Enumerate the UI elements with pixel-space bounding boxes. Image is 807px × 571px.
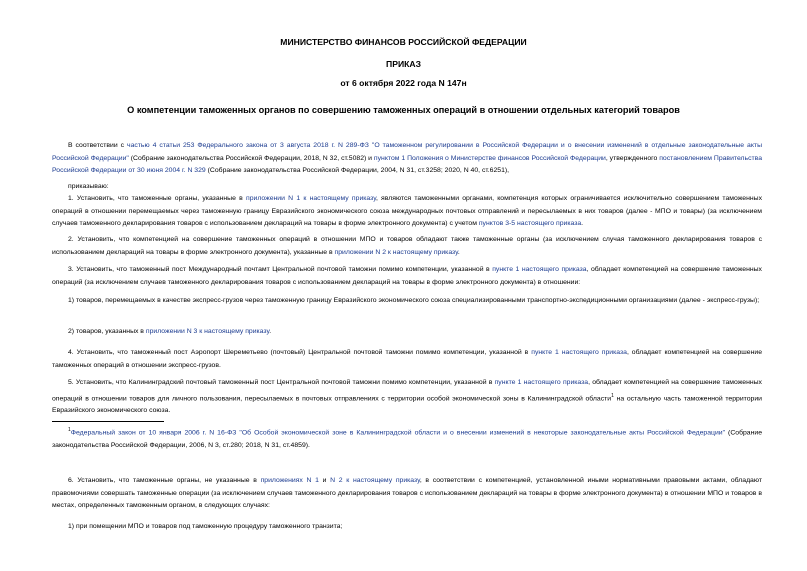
paragraph-text: , обладает компетенцией на совершение таможенных операций в отношении экспресс-грузов. bbox=[52, 349, 762, 369]
points-3-5-link[interactable]: пунктов 3-5 настоящего приказа bbox=[478, 220, 582, 227]
paragraph-text: , в соответствии с компетенцией, установленной иными нормативными правовыми актами, обладают правомочиями совершать таможенные операции (за исключением случаев таможенного декларирования товаров с использованием деклараций на товары в форме электронного документа) в отношении МПО и товаров в местах, определенных таможенным органом, в следующих случаях: bbox=[52, 477, 762, 509]
paragraph-2 bbox=[52, 234, 762, 259]
paragraph-text: на остальную часть таможенной территории Евразийского экономического союза. bbox=[52, 394, 762, 415]
paragraph-text: и bbox=[318, 477, 331, 484]
preamble-text: В соответствии с bbox=[68, 142, 127, 149]
paragraph-text: . bbox=[581, 220, 584, 227]
doc-date-number: от 6 октября 2022 года N 147н bbox=[340, 78, 467, 88]
paragraph-4 bbox=[52, 347, 762, 372]
law-16-link[interactable]: Федеральный закон от 10 января 2006 г. N 16-ФЗ "Об Особой экономической зоне в Калининградской области и о внесении изменений в некоторые законодательные акты Российской Федерации" bbox=[70, 429, 726, 437]
ministry-title: МИНИСТЕРСТВО ФИНАНСОВ РОССИЙСКОЙ ФЕДЕРАЦИИ bbox=[280, 37, 527, 47]
paragraph-text: , обладает компетенцией на совершение таможенных операций (за исключением случаев таможенного декларирования товаров с использованием деклараций на товары в форме электронного документа) в отношении: bbox=[52, 266, 762, 286]
paragraph-3-item-2 bbox=[52, 326, 762, 339]
paragraph-text: 6. Установить, что таможенные органы, не указанные в bbox=[68, 477, 261, 484]
paragraph-text: , обладает компетенцией на совершение таможенных операций в отношении товаров для личного пользования, пересылаемых в почтовых отправлениях с территории особой экономической зоны в Калининградской области bbox=[52, 379, 762, 402]
appendix-2-link[interactable]: приложении N 2 к настоящему приказу bbox=[334, 248, 458, 256]
paragraph-text: 2. Установить, что компетенцией на совершение таможенных операций в отношении МПО и товаров обладают также таможенные органы (за исключением случая таможенного декларирования товаров с использованием деклараций на товары в форме электронного документа), указанные в bbox=[52, 236, 762, 256]
preamble-paragraph bbox=[52, 140, 762, 178]
point-1-link[interactable]: пункте 1 настоящего приказа bbox=[531, 349, 627, 356]
footnote-mark: 1 bbox=[68, 427, 71, 433]
preamble-text: (Собрание законодательства Российской Федерации, 2018, N 32, ст.5082) и bbox=[128, 154, 374, 162]
footnote-1 bbox=[52, 424, 762, 452]
government-decree-link[interactable]: постановлением Правительства Российской Федерации от 30 июня 2004 г. N 329 bbox=[52, 154, 763, 174]
footnote-text: (Собрание законодательства Российской Федерации, 2006, N 3, ст.280; 2018, N 31, ст.4859). bbox=[52, 429, 763, 449]
prikazyvayu: приказываю: bbox=[68, 183, 109, 190]
paragraph-3 bbox=[52, 264, 762, 289]
paragraph-text: . bbox=[269, 328, 272, 335]
law-289-link[interactable]: частью 4 статьи 253 Федерального закона от 3 августа 2018 г. N 289-ФЗ "О таможенном регулировании в Российской Федерации и о внесении изменений в отдельные законодательные акты Российской Федерации" bbox=[52, 142, 762, 162]
minfin-regulation-link[interactable]: пунктом 1 Положения о Министерстве финансов Российской Федерации bbox=[373, 154, 606, 162]
paragraph-text: 5. Установить, что Калининградский почтовый таможенный пост Центральной почтовой таможни помимо компетенции, указанной в bbox=[68, 379, 495, 386]
paragraph-1 bbox=[52, 193, 762, 231]
paragraph-text: , являются таможенными органами, компетенция которых ограничивается исключительно совершением таможенных операций в отношении перемещаемых через таможенную границу Евразийского экономического союза международных почтовых отправлений и пересылаемых в них товаров (далее - МПО и товары) (за исключением случаев таможенного декларирования товаров с использованием деклараций на товары в форме электронного документа) с учетом bbox=[52, 195, 762, 227]
doc-type: ПРИКАЗ bbox=[386, 59, 421, 69]
preamble-text: (Собрание законодательства Российской Федерации, 2004, N 31, ст.3258; 2020, N 40, ст.6251), bbox=[205, 167, 510, 174]
paragraph-3-item-1: 1) товаров, перемещаемых в качестве экспресс-грузов через таможенную границу Евразийского экономического союза специализированными транспортно-экспедиционными организациями (далее - экспресс-грузы); bbox=[68, 297, 760, 304]
point-1-link[interactable]: пункте 1 настоящего приказа bbox=[492, 266, 587, 273]
paragraph-5 bbox=[52, 377, 762, 418]
point-1-link[interactable]: пункте 1 настоящего приказа bbox=[494, 379, 589, 386]
paragraph-6 bbox=[52, 475, 762, 513]
appendix-1-link[interactable]: приложении N 1 к настоящему приказу bbox=[246, 195, 376, 202]
paragraph-text: 4. Установить, что таможенный пост Аэропорт Шереметьево (почтовый) Центральной почтовой таможни помимо компетенции, указанной в bbox=[68, 349, 532, 356]
appendix-1-link[interactable]: приложениях N 1 bbox=[260, 477, 319, 484]
footnote-separator bbox=[52, 421, 164, 422]
paragraph-text: 3. Установить, что таможенный пост Международный почтамт Центральной почтовой таможни помимо компетенции, указанной в bbox=[68, 266, 493, 273]
paragraph-text: 2) товаров, указанных в bbox=[68, 328, 146, 335]
paragraph-text: . bbox=[457, 248, 460, 256]
paragraph-6-item-1: 1) при помещении МПО и товаров под таможенную процедуру таможенного транзита; bbox=[68, 523, 343, 530]
appendix-2-link[interactable]: N 2 к настоящему приказу bbox=[330, 477, 420, 484]
preamble-text: , утвержденного bbox=[605, 154, 660, 162]
appendix-3-link[interactable]: приложении N 3 к настоящему приказу bbox=[145, 328, 270, 335]
paragraph-text: 1. Установить, что таможенные органы, указанные в bbox=[68, 195, 246, 202]
footnote-ref[interactable]: 1 bbox=[611, 392, 614, 399]
doc-subject: О компетенции таможенных органов по совершению таможенных операций в отношении отдельных категорий товаров bbox=[127, 105, 680, 115]
